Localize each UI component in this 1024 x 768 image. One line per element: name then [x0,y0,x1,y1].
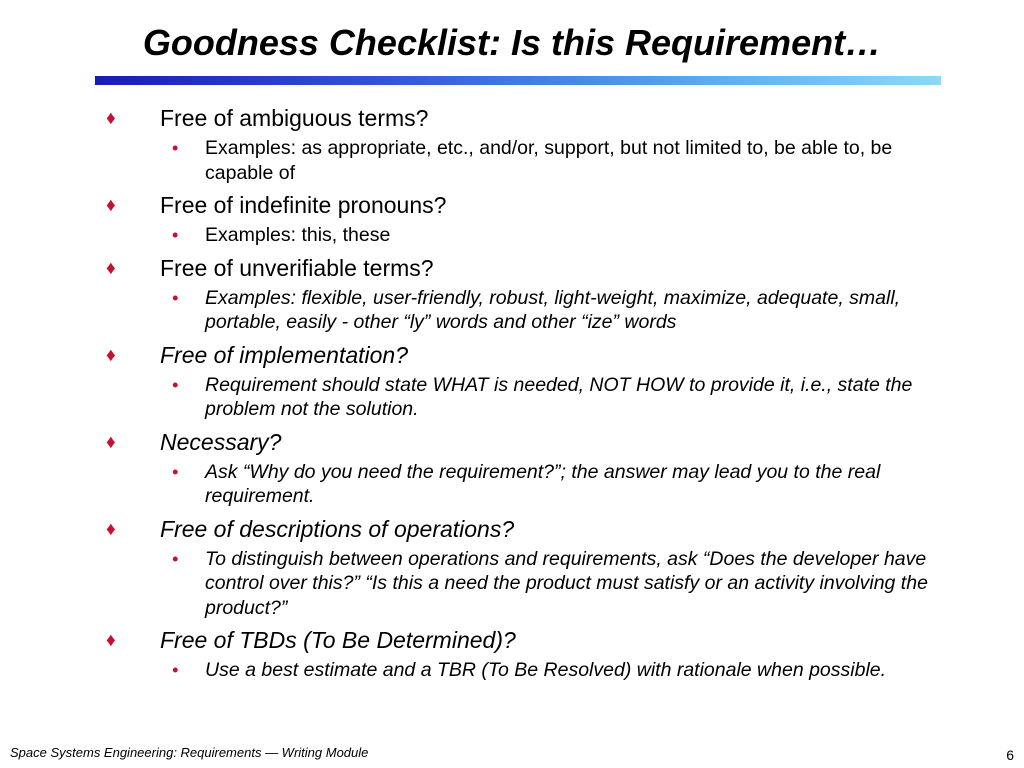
bullet-level2 [0,286,935,335]
dot-bullet-icon: • [172,287,179,308]
checklist-item [0,429,1024,509]
checklist-item [0,105,1024,185]
sub-bullet-text: Examples: this, these [205,224,391,246]
bullet-level2 [0,223,935,248]
bullet-text: Necessary? [160,428,282,455]
dot-bullet-icon: • [172,461,179,482]
bullet-level2 [0,547,935,621]
diamond-bullet-icon: ♦ [106,630,116,651]
dot-bullet-icon: • [172,548,179,569]
bullet-level2 [0,136,935,185]
bullet-text: Free of implementation? [160,341,409,368]
sub-bullet-text: To distinguish between operations and requirements, ask “Does the developer have control over this?” “Is this a need the product must satisfy or an activity involving the product?” [205,547,928,619]
footer-module-title: Space Systems Engineering: Requirements — Writing Module [10,745,369,760]
bullet-level1 [0,105,1024,132]
checklist [0,98,1024,683]
bullet-text: Free of descriptions of operations? [160,515,515,542]
dot-bullet-icon: • [172,138,179,158]
sub-bullet-text: Examples: as appropriate, etc., and/or, support, but not limited to, be able to, be capable of [205,137,893,184]
page-number: 6 [1006,747,1014,763]
bullet-text: Free of TBDs (To Be Determined)? [160,627,516,653]
bullet-level1 [0,516,1024,543]
diamond-bullet-icon: ♦ [106,195,116,216]
diamond-bullet-icon: ♦ [106,257,116,279]
checklist-item [0,627,1024,683]
dot-bullet-icon: • [172,660,179,680]
diamond-bullet-icon: ♦ [106,518,116,540]
bullet-text: Free of unverifiable terms? [160,254,434,281]
bullet-level1 [0,429,1024,456]
dot-bullet-icon: • [172,374,179,395]
sub-bullet-text: Ask “Why do you need the requirement?”; the answer may lead you to the real requirement. [205,460,881,507]
diamond-bullet-icon: ♦ [106,431,116,453]
sub-bullet-text: Examples: flexible, user-friendly, robust, light-weight, maximize, adequate, small, portable, easily - other “ly” words and other “ize” words [205,286,901,333]
bullet-level1 [0,192,1024,219]
title-underline-bar [95,76,941,85]
bullet-level2 [0,373,935,422]
dot-bullet-icon: • [172,225,179,245]
checklist-item [0,255,1024,335]
slide-title: Goodness Checklist: Is this Requirement… [142,22,882,63]
sub-bullet-text: Use a best estimate and a TBR (To Be Resolved) with rationale when possible. [205,659,887,681]
checklist-item [0,516,1024,621]
bullet-text: Free of ambiguous terms? [160,105,429,131]
diamond-bullet-icon: ♦ [106,108,116,129]
bullet-level2 [0,658,935,683]
checklist-item [0,192,1024,248]
bullet-level2 [0,460,935,509]
bullet-level1 [0,627,1024,654]
bullet-text: Free of indefinite pronouns? [160,192,447,218]
bullet-level1 [0,255,1024,282]
sub-bullet-text: Requirement should state WHAT is needed, NOT HOW to provide it, i.e., state the problem not the solution. [205,373,913,420]
diamond-bullet-icon: ♦ [106,344,116,366]
checklist-item [0,342,1024,422]
bullet-level1 [0,342,1024,369]
